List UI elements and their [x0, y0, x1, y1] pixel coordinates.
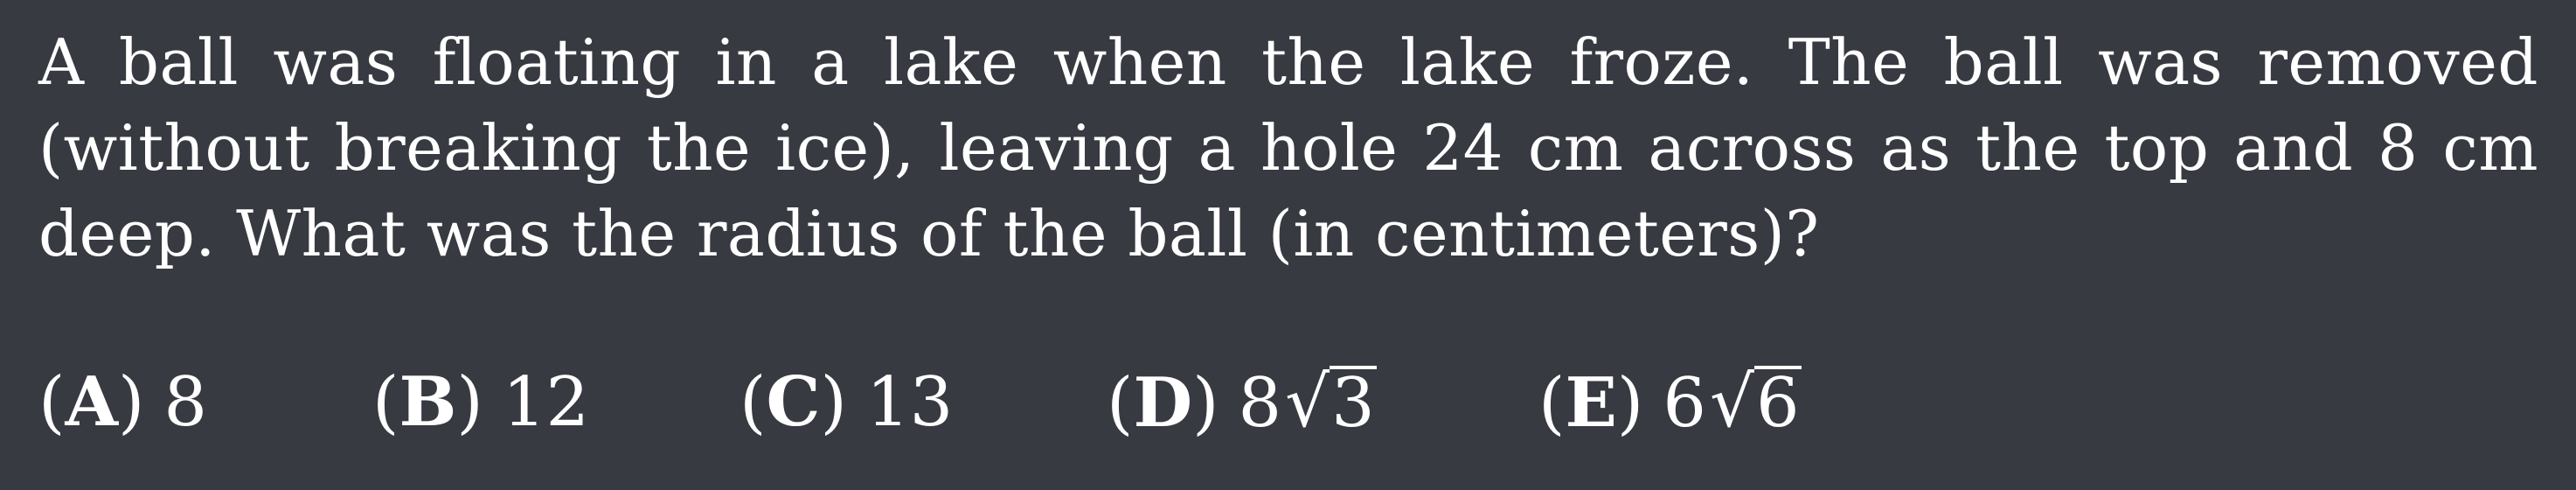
choice-value-b: 12 — [502, 363, 590, 442]
choice-label-d: (D) — [1107, 363, 1219, 443]
choice-coefficient-e: 6 — [1663, 364, 1706, 443]
square-root-d: √3 — [1285, 361, 1375, 443]
choice-radicand-d: 3 — [1331, 364, 1375, 443]
answer-choice-e[interactable] — [1538, 359, 1802, 447]
choice-label-a: (A) — [38, 362, 145, 442]
choice-value-a: 8 — [163, 363, 208, 442]
choice-label-b: (B) — [372, 362, 483, 442]
choice-radicand-e: 6 — [1755, 364, 1800, 443]
choice-label-c: (C) — [739, 362, 847, 442]
choice-value-c: 13 — [865, 363, 954, 442]
answer-choice-b[interactable] — [372, 359, 589, 446]
choice-label-e: (E) — [1538, 363, 1644, 443]
choice-value-e — [1663, 361, 1801, 443]
choice-value-d — [1238, 361, 1377, 443]
choice-coefficient-d: 8 — [1238, 364, 1282, 443]
square-root-e: √6 — [1709, 361, 1800, 443]
answer-choice-a[interactable] — [38, 359, 207, 446]
question-text: A ball was floating in a lake when the lake froze. The ball was removed (without breaking the ice), leaving a hole 24 cm across as the top and 8 cm deep. What was the radius of the ball (in centimeters)? — [38, 25, 2538, 270]
answer-choice-c[interactable] — [739, 359, 953, 446]
answer-choice-d[interactable] — [1107, 359, 1377, 447]
